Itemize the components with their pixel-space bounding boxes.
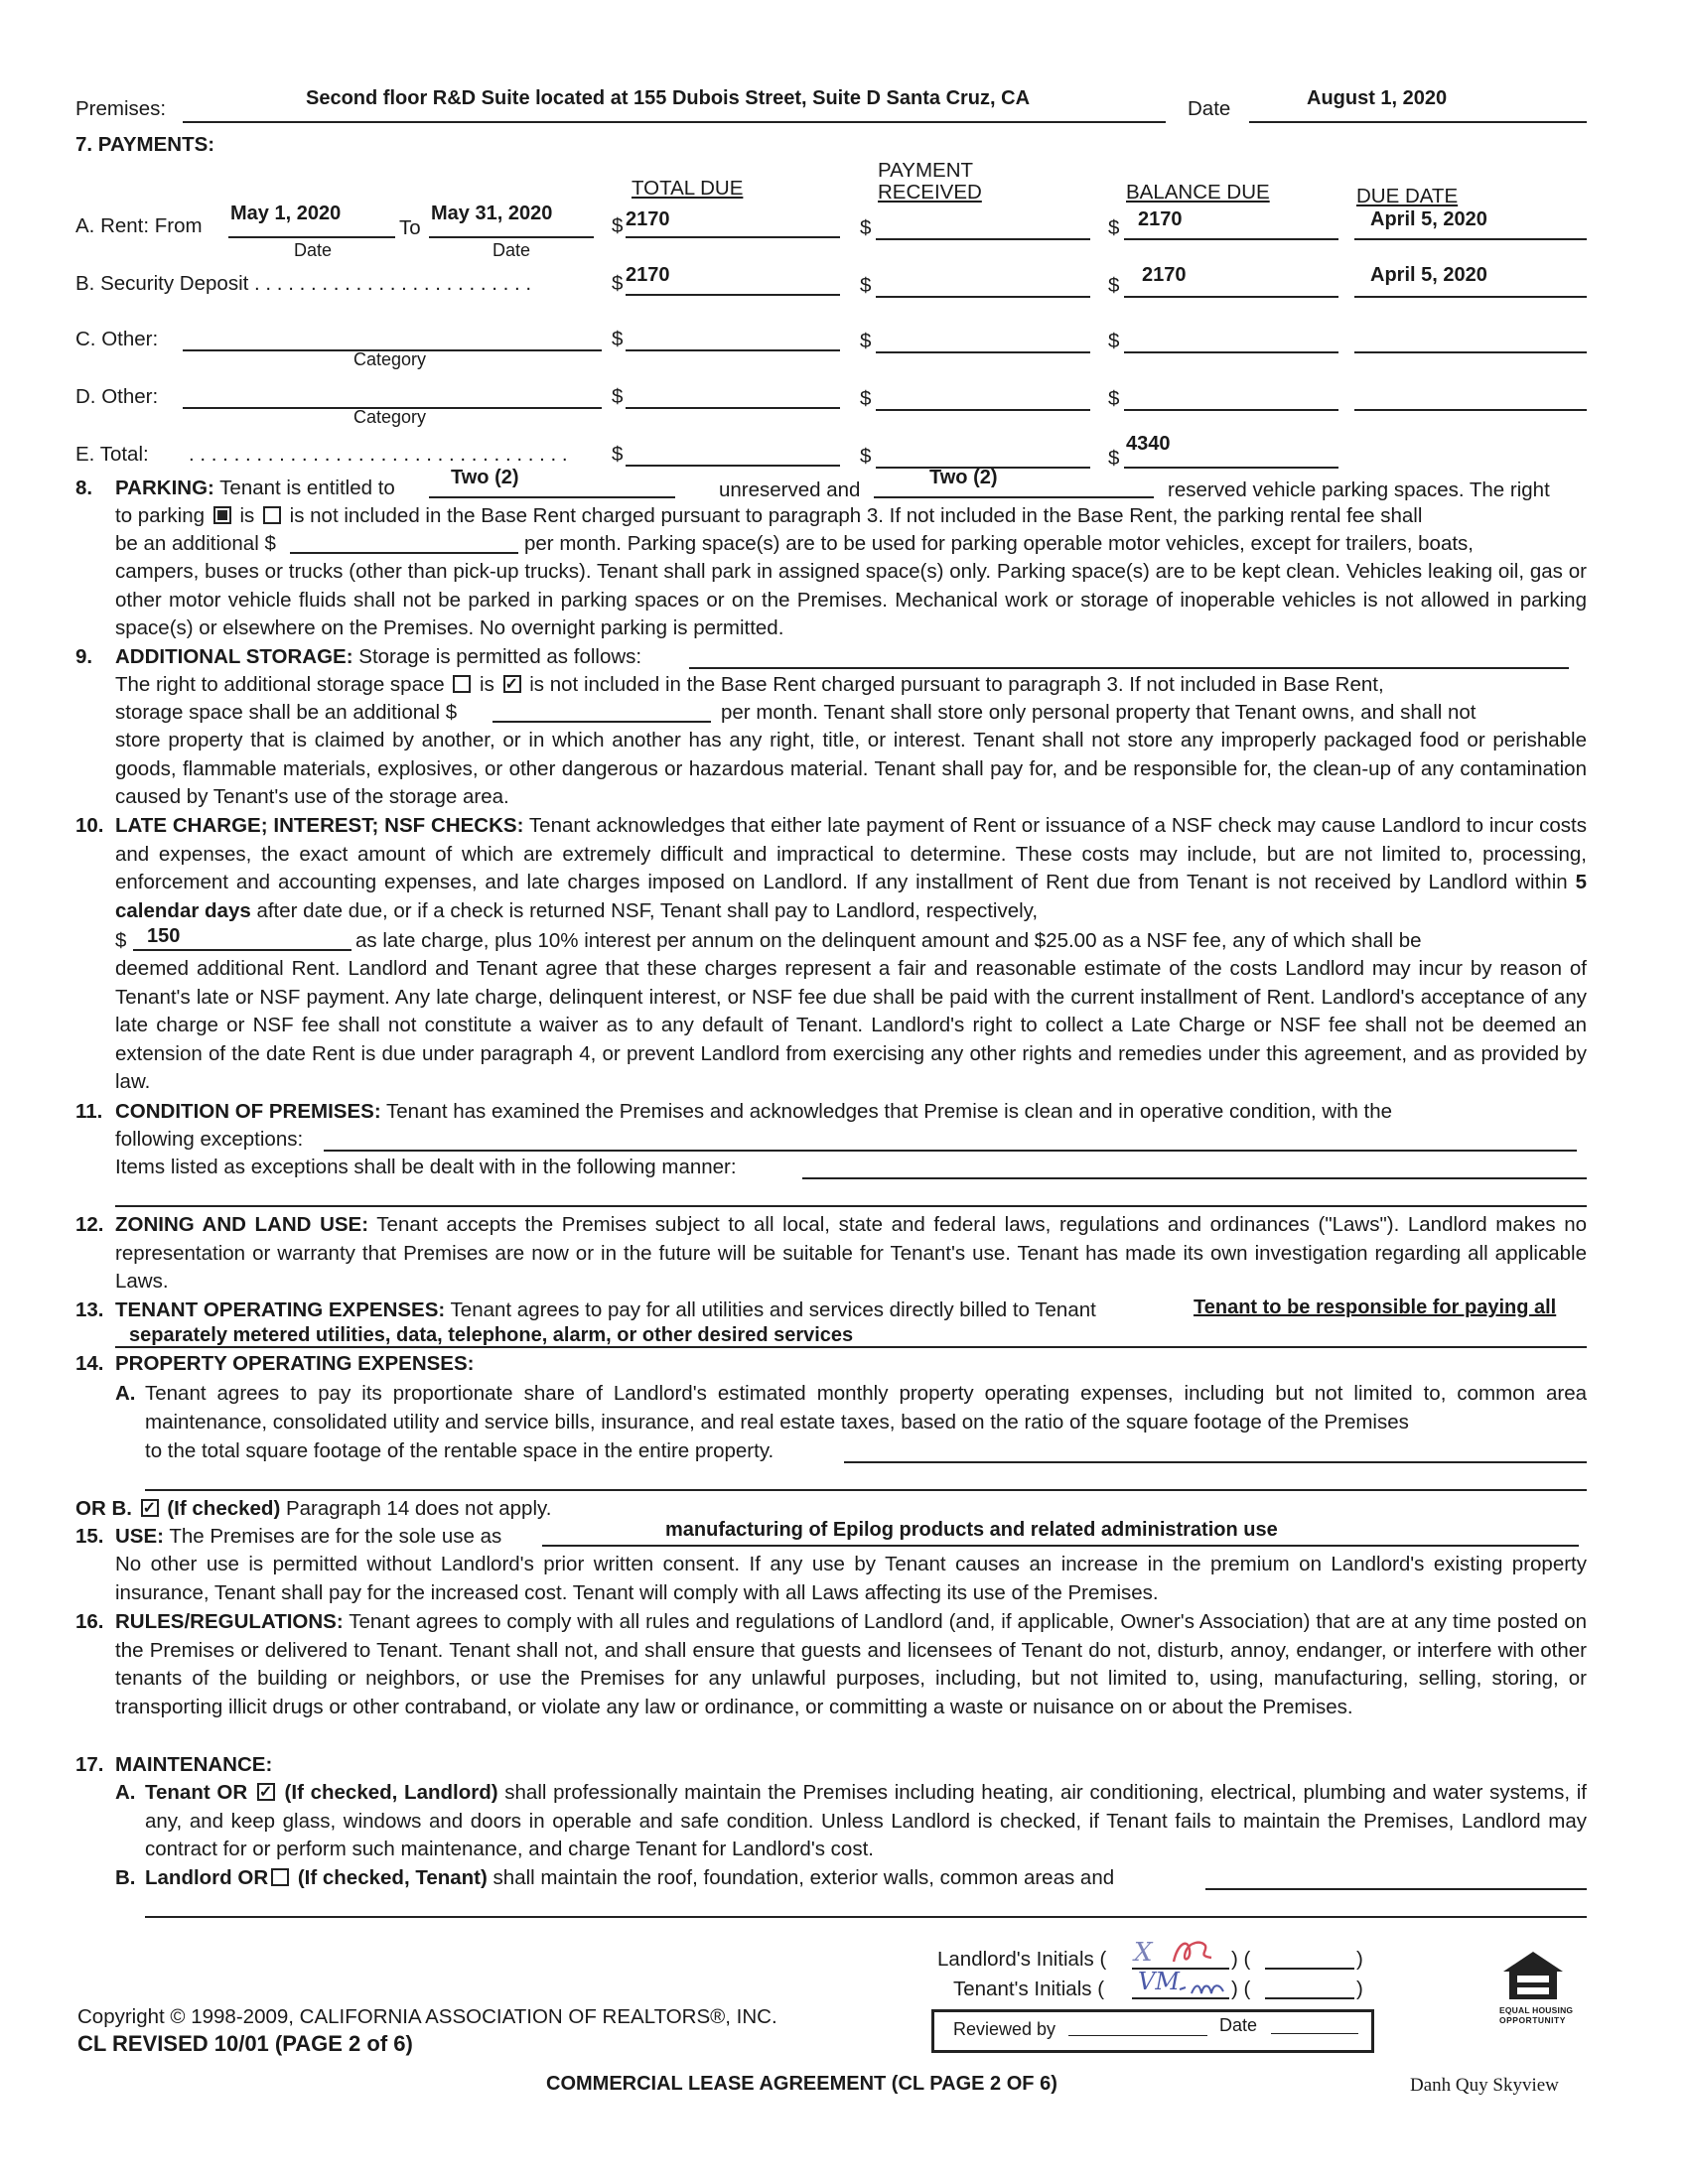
security-total-line (626, 294, 840, 296)
total-label: E. Total: (75, 443, 149, 466)
zoning-body (115, 1211, 1587, 1297)
rent-total[interactable]: 2170 (626, 208, 670, 230)
parking-body: campers, buses or trucks (other than pick-up trucks). Tenant shall park in assigned space(s) only. Parking space(s) are to be kept clean. Vehicles leaking oil, gas or other motor vehicle fluids shall not be parked in parking spaces or on the Premises. Mechanical work or storage of inoperable vehicles is not allowed in parking space(s) or elsewhere on the Premises. No overnight parking is permitted. (115, 560, 1587, 639)
late-body-d: deemed additional Rent. Landlord and Tenant agree that these charges represent a fair and reasonable estimate of the costs Landlord may incur by reason of Tenant's late or NSF payment. Any late charge, delinquent interest, or NSF fee due shall be paid with the current installment of Rent. Landlord's acceptance of any late charge or NSF fee shall not constitute a waiver as to any default of Tenant. Landlord's right to collect a Late Charge or NSF fee shall not be deemed an extension of the date Rent is due under paragraph 4, or prevent Landlord from exercising any other rights and remedies under this agreement, and as provided by law. (115, 957, 1587, 1093)
reviewed-date-label: Date (1219, 2015, 1258, 2035)
landlord-paren-end: ) (1356, 1948, 1363, 1971)
maint-b-line (145, 1864, 1114, 1892)
dollar-sign: $ (1108, 330, 1120, 352)
prop-exp-a-last: to the total square footage of the rentable space in the entire property. (145, 1439, 774, 1462)
condition-manner-line-2[interactable] (115, 1205, 1587, 1207)
rent-due-line (1354, 238, 1587, 240)
total-dots: . . . . . . . . . . . . . . . . . . . . . . . . . . . . . . . . . . (189, 443, 568, 466)
use-body: No other use is permitted without Landlord's prior written consent. If any use by Tenant causes an increase in the premium on Landlord's existing property insurance, Tenant shall pay for the increased cost. Tenant will comply with all Laws affecting its use of the Premises. (115, 1553, 1587, 1604)
other-c-caption: Category (353, 349, 427, 369)
dollar-sign: $ (860, 216, 872, 239)
use-title: USE: (115, 1525, 164, 1548)
condition-line2: following exceptions: (115, 1128, 304, 1151)
tenant-initials-sig: VM (1138, 1968, 1180, 1995)
condition-line1 (115, 1098, 1392, 1126)
late-body-a (115, 812, 1587, 925)
other-c-total-line[interactable] (626, 349, 840, 351)
tenant-initials-line-2[interactable] (1265, 1997, 1354, 1999)
parking-reserved[interactable]: Two (2) (929, 467, 998, 488)
other-d-received-line[interactable] (876, 409, 1090, 411)
rent-received-line[interactable] (876, 238, 1090, 240)
col-payment-received-2: RECEIVED (878, 181, 982, 204)
reviewed-by-line[interactable] (1068, 2035, 1207, 2036)
condition-title: CONDITION OF PREMISES: (115, 1100, 381, 1123)
zoning-body-text: Tenant accepts the Premises subject to all local, state and federal laws, regulations and ordinances ("Laws"). Landlord makes no representation or warranty that Premises are now or in the future will be suitable for Tenant's use. Tenant has made its own investigation regarding all applicable Laws. (115, 1213, 1588, 1293)
date-label: Date (1188, 97, 1231, 120)
security-due-date[interactable]: April 5, 2020 (1370, 264, 1487, 286)
premises-line (183, 121, 1166, 123)
maint-a-bold: (If checked, Landlord) (284, 1781, 498, 1804)
storage-line2 (115, 671, 1384, 699)
equal-housing-icon (1499, 1948, 1567, 2003)
date-line (1249, 121, 1587, 123)
rent-due-date[interactable]: April 5, 2020 (1370, 208, 1487, 230)
dollar-sign: $ (1108, 387, 1120, 410)
late-amount-line (133, 949, 352, 951)
dollar-sign: $ (860, 387, 872, 410)
maint-a-checkbox[interactable] (257, 1783, 275, 1801)
maint-b-body: shall maintain the roof, foundation, exterior walls, common areas and (492, 1866, 1115, 1889)
security-label: B. Security Deposit . . . . . . . . . . . . . . . . . . . . . . . . . (75, 272, 532, 295)
late-body-a-text: Tenant acknowledges that either late payment of Rent or issuance of a NSF check may cause Landlord to incur costs and expenses, the exact amount of which are extremely difficult and impractical to determine. These costs may include, but are not limited to, processing, enforcement and accounting expenses, and late charges imposed on Landlord. If any installment of Rent due from Tenant is not received by Landlord within (115, 814, 1588, 893)
reviewed-date-line[interactable] (1271, 2033, 1358, 2034)
storage-is-not-checkbox[interactable] (503, 675, 521, 693)
condition-exceptions-line[interactable] (324, 1150, 1577, 1152)
tenant-exp-fill-a[interactable]: Tenant to be responsible for paying all (1194, 1297, 1557, 1318)
security-balance[interactable]: 2170 (1142, 264, 1187, 286)
col-due-date: DUE DATE (1356, 185, 1459, 207)
condition-line3: Items listed as exceptions shall be dealt with in the following manner: (115, 1156, 737, 1178)
payments-title: 7. PAYMENTS: (75, 133, 215, 156)
rent-to-caption: Date (492, 240, 531, 260)
parking-is-not-checkbox[interactable] (263, 506, 281, 524)
storage-title: ADDITIONAL STORAGE: (115, 645, 353, 668)
tenant-exp-fill-b[interactable]: separately metered utilities, data, telephone, alarm, or other desired services (129, 1324, 854, 1346)
dollar-sign: $ (860, 445, 872, 468)
storage-line2-a: The right to additional storage space (115, 673, 445, 696)
reviewed-by-label: Reviewed by (953, 2019, 1056, 2039)
rent-to-label: To (399, 216, 421, 239)
tenant-paren-mid: ) ( (1231, 1978, 1251, 2000)
dollar-sign: $ (860, 330, 872, 352)
maint-a-head: Tenant OR (145, 1781, 248, 1804)
late-title: LATE CHARGE; INTEREST; NSF CHECKS: (115, 814, 524, 837)
prop-exp-a-line-2[interactable] (145, 1489, 1587, 1491)
signer-name: Danh Quy Skyview (1410, 2075, 1559, 2096)
tenant-exp-text-a: Tenant agrees to pay for all utilities and services directly billed to Tenant (450, 1298, 1096, 1321)
storage-line1 (115, 643, 641, 671)
total-balance[interactable]: 4340 (1126, 433, 1171, 455)
rent-to-line (429, 236, 594, 238)
prop-exp-a-label: A. (115, 1382, 136, 1405)
dollar-sign: $ (1108, 216, 1120, 239)
premises-value[interactable]: Second floor R&D Suite located at 155 Dubois Street, Suite D Santa Cruz, CA (306, 87, 1031, 109)
storage-num: 9. (75, 645, 93, 668)
maint-a-label: A. (115, 1781, 136, 1804)
landlord-initials-sig: X (1134, 1938, 1153, 1968)
storage-line3-a: storage space shall be an additional $ (115, 701, 458, 724)
rent-balance[interactable]: 2170 (1138, 208, 1183, 230)
revised: CL REVISED 10/01 (PAGE 2 of 6) (77, 2031, 413, 2056)
dollar-sign: $ (612, 214, 624, 237)
date-value[interactable]: August 1, 2020 (1307, 87, 1448, 109)
form-title: COMMERCIAL LEASE AGREEMENT (CL PAGE 2 OF 6) (546, 2073, 1057, 2095)
use-text-a: The Premises are for the sole use as (169, 1525, 502, 1548)
maint-b-label: B. (115, 1866, 136, 1889)
use-line1 (115, 1523, 501, 1551)
parking-line3-b: per month. Parking space(s) are to be used for parking operable motor vehicles, except for trailers, boats, (524, 532, 1475, 555)
other-d-total-line[interactable] (626, 407, 840, 409)
parking-line2-is: is (239, 504, 255, 527)
storage-is-checkbox[interactable] (453, 675, 471, 693)
parking-line3-a: be an additional $ (115, 532, 276, 555)
storage-line3-b: per month. Tenant shall store only personal property that Tenant owns, and shall not (721, 701, 1477, 724)
security-due-line (1354, 296, 1587, 298)
maint-b-checkbox[interactable] (271, 1868, 289, 1886)
maint-b-fill-line[interactable] (1205, 1888, 1587, 1890)
rent-label: A. Rent: From (75, 214, 203, 237)
parking-title: PARKING: (115, 477, 214, 499)
parking-fee-line[interactable] (290, 552, 518, 554)
storage-text-a: Storage is permitted as follows: (358, 645, 642, 668)
dollar-sign: $ (1108, 274, 1120, 297)
tenant-exp-line2 (115, 1346, 1587, 1348)
prop-exp-b-bold: (If checked) (167, 1497, 281, 1520)
use-fill[interactable]: manufacturing of Epilog products and related administration use (665, 1519, 1278, 1541)
condition-text-a: Tenant has examined the Premises and acknowledges that Premise is clean and in operative condition, with the (385, 1100, 1393, 1123)
parking-unreserved[interactable]: Two (2) (451, 467, 519, 488)
parking-line2-b: is not included in the Base Rent charged pursuant to paragraph 3. If not included in the Base Rent, the parking rental fee shall (289, 504, 1423, 527)
other-c-due-line[interactable] (1354, 351, 1587, 353)
late-days: 5 calendar days (115, 871, 1587, 922)
premises-label: Premises: (75, 97, 167, 120)
rent-to[interactable]: May 31, 2020 (431, 203, 553, 224)
tenant-paren-end: ) (1356, 1978, 1363, 2000)
eho-line-1: EQUAL HOUSING (1499, 2005, 1574, 2015)
tenant-initials-label: Tenant's Initials ( (953, 1978, 1105, 2000)
dollar-sign: $ (860, 274, 872, 297)
tenant-exp-num: 13. (75, 1298, 104, 1321)
rent-from-caption: Date (294, 240, 333, 260)
parking-text-b: unreserved and (719, 478, 861, 501)
zoning-title: ZONING AND LAND USE: (115, 1213, 369, 1236)
landlord-initials-label: Landlord's Initials ( (937, 1948, 1107, 1971)
rent-from-line (228, 236, 395, 238)
tenant-exp-title: TENANT OPERATING EXPENSES: (115, 1298, 446, 1321)
landlord-initials-line-2[interactable] (1265, 1968, 1354, 1970)
other-c-balance-line[interactable] (1124, 351, 1338, 353)
prop-exp-b-text: Paragraph 14 does not apply. (285, 1497, 552, 1520)
parking-is-checkbox[interactable] (213, 506, 231, 524)
total-total-line[interactable] (626, 465, 840, 467)
prop-exp-num: 14. (75, 1352, 104, 1375)
dollar-sign: $ (612, 385, 624, 408)
rules-body-text: Tenant agrees to comply with all rules and regulations of Landlord (and, if applicable, Owner's Association) that are at any time posted on the Premises or delivered to Tenant. Tenant shall not, and shall ensure that guests and licensees of Tenant do not, disturb, annoy, endanger, or interfere with other tenants of the building or neighbors, or use the Premises for any unlawful purposes, including, but not limited to, using, manufacturing, selling, storing, or transporting illicit drugs or other contraband, or violate any law or ordinance, or committing a waste or nuisance on or about the Premises. (115, 1610, 1588, 1718)
maint-b-fill-line-2[interactable] (145, 1916, 1587, 1918)
dollar-sign: $ (1108, 447, 1120, 470)
storage-fee-line[interactable] (492, 721, 711, 723)
rules-num: 16. (75, 1610, 104, 1633)
col-balance-due: BALANCE DUE (1126, 181, 1270, 204)
zoning-num: 12. (75, 1213, 104, 1236)
maint-num: 17. (75, 1753, 104, 1776)
storage-body: store property that is claimed by another, or in which another has any right, title, or interest. Tenant shall not store any improperly packaged food or perishable goods, flammable materials, explosives, or other dangerous or hazardous material. Tenant shall pay for, and be responsible for, the clean-up of any contamination caused by Tenant's use of the storage area. (115, 729, 1587, 808)
prop-exp-b-prefix: OR B. (75, 1497, 132, 1520)
other-c-label: C. Other: (75, 328, 159, 350)
storage-line2-b: is not included in the Base Rent charged pursuant to paragraph 3. If not included in Base Rent, (529, 673, 1384, 696)
condition-manner-line[interactable] (802, 1177, 1587, 1179)
maint-b-bold: (If checked, Tenant) (297, 1866, 488, 1889)
other-d-label: D. Other: (75, 385, 159, 408)
parking-reserved-line (874, 496, 1154, 498)
other-d-due-line[interactable] (1354, 409, 1587, 411)
parking-text-c: reserved vehicle parking spaces. The right (1168, 478, 1550, 501)
maint-title: MAINTENANCE: (115, 1753, 273, 1776)
dollar-sign: $ (612, 272, 624, 295)
prop-exp-a-body: Tenant agrees to pay its proportionate share of Landlord's estimated monthly property operating expenses, including but not limited to, common area maintenance, consolidated utility and service bills, insurance, and real estate taxes, based on the ratio of the square footage of the Premises (145, 1382, 1587, 1433)
rules-title: RULES/REGULATIONS: (115, 1610, 344, 1633)
copyright: Copyright © 1998-2009, CALIFORNIA ASSOCIATION OF REALTORS®, INC. (77, 2005, 777, 2028)
prop-exp-b (75, 1495, 551, 1523)
rules-body (115, 1608, 1587, 1721)
late-amount-prefix: $ (115, 929, 127, 952)
storage-terms-line[interactable] (689, 667, 1569, 669)
condition-num: 11. (75, 1100, 103, 1123)
security-total[interactable]: 2170 (626, 264, 670, 286)
late-num: 10. (75, 814, 104, 837)
security-balance-line (1124, 296, 1338, 298)
parking-line1 (115, 475, 395, 502)
rent-balance-line (1124, 238, 1338, 240)
other-c-received-line[interactable] (876, 351, 1090, 353)
rent-from[interactable]: May 1, 2020 (230, 203, 342, 224)
security-received-line[interactable] (876, 296, 1090, 298)
prop-exp-title: PROPERTY OPERATING EXPENSES: (115, 1352, 475, 1375)
parking-text-a: Tenant is entitled to (219, 477, 395, 499)
storage-line2-is: is (480, 673, 494, 696)
landlord-signature-scribble (1168, 1936, 1217, 1968)
other-d-balance-line[interactable] (1124, 409, 1338, 411)
maint-a-body (145, 1779, 1587, 1864)
parking-line2 (115, 502, 1422, 530)
parking-unreserved-line (429, 496, 675, 498)
use-line (542, 1545, 1579, 1547)
tenant-exp-line1 (115, 1297, 1096, 1324)
rent-total-line (626, 236, 840, 238)
parking-line2-a: to parking (115, 504, 206, 527)
other-d-caption: Category (353, 407, 427, 427)
prop-exp-a-line[interactable] (844, 1461, 1587, 1463)
parking-num: 8. (75, 477, 93, 499)
late-amount[interactable]: 150 (147, 925, 181, 947)
dollar-sign: $ (612, 328, 624, 350)
landlord-paren-mid: ) ( (1231, 1948, 1251, 1971)
col-payment-received-1: PAYMENT (878, 159, 974, 182)
dollar-sign: $ (612, 443, 624, 466)
late-body-c: as late charge, plus 10% interest per annum on the delinquent amount and $25.00 as a NSF fee, any of which shall be (355, 929, 1422, 952)
prop-exp-b-checkbox[interactable] (141, 1499, 159, 1517)
late-body-b: after date due, or if a check is returned NSF, Tenant shall pay to Landlord, respectively, (256, 898, 1039, 922)
col-total-due: TOTAL DUE (632, 177, 744, 200)
tenant-signature-scribble (1178, 1976, 1227, 1999)
eho-line-2: OPPORTUNITY (1499, 2015, 1566, 2025)
maint-a-body-text: shall professionally maintain the Premises including heating, air conditioning, electrical, plumbing and water systems, if any, and keep glass, windows and doors in operable and safe condition. Unless Landlord is checked, if Tenant fails to maintain the Premises, Landlord may contract for or perform such maintenance, and charge Tenant for Landlord's cost. (145, 1781, 1587, 1860)
maint-b-head: Landlord OR (145, 1866, 269, 1889)
total-balance-line (1124, 467, 1338, 469)
use-num: 15. (75, 1525, 104, 1548)
